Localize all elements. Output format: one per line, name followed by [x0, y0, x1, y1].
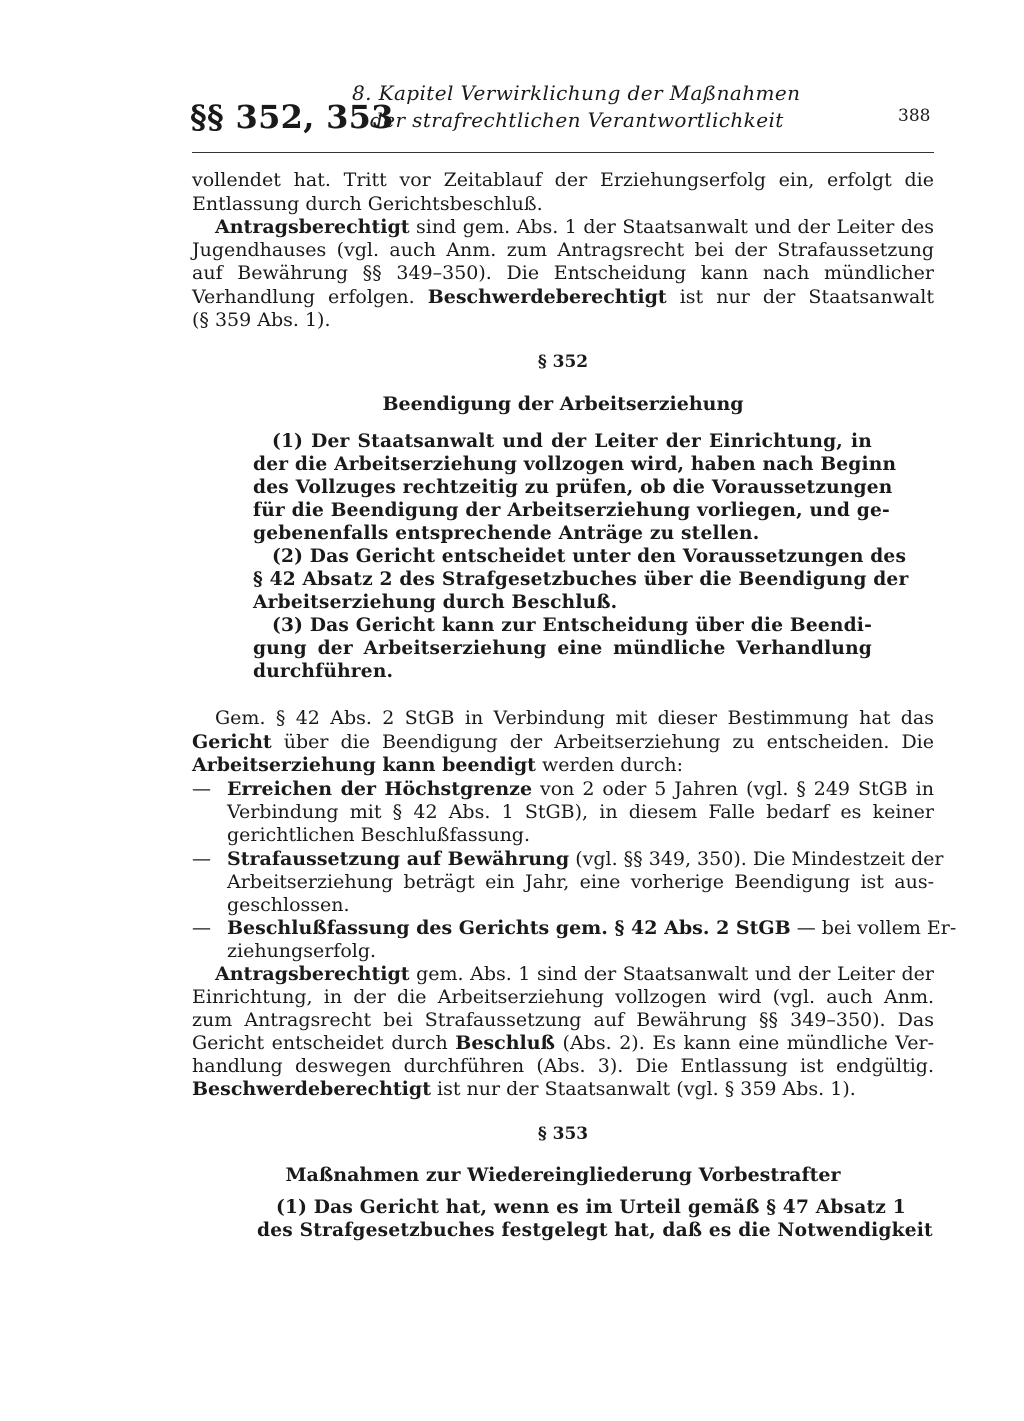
law-352-line: (1) Der Staatsanwalt und der Leiter der Einrichtung, in: [272, 431, 872, 452]
law-352-line: für die Beendigung der Arbeitserziehung vorliegen, und ge-: [253, 500, 890, 521]
bullet-dash: —: [192, 848, 211, 870]
law-352-line: (3) Das Gericht kann zur Entscheidung über die Beendi-: [272, 615, 872, 636]
section-352-title: Beendigung der Arbeitserziehung: [382, 393, 744, 415]
commentary-line: Arbeitserziehung kann beendigt werden durch:: [192, 754, 683, 776]
bullet-item-line: Beschlußfassung des Gerichts gem. § 42 Abs. 2 StGB — bei vollem Er-: [227, 917, 957, 939]
commentary-line: Einrichtung, in der die Arbeitserziehung vollzogen wird (vgl. auch Anm.: [192, 986, 934, 1008]
intro-line-1: vollendet hat. Tritt vor Zeitablauf der Erziehungserfolg ein, erfolgt die: [192, 169, 934, 191]
intro-line-4: Jugendhauses (vgl. auch Anm. zum Antragsrecht bei der Strafaussetzung: [192, 239, 934, 261]
section-353-number: § 353: [537, 1124, 589, 1144]
term-beschwerdeberechtigt: Beschwerdeberechtigt: [427, 286, 667, 308]
law-352-line: § 42 Absatz 2 des Strafgesetzbuches über die Beendigung der: [253, 569, 909, 590]
intro-line-5: auf Bewährung §§ 349–350). Die Entscheidung kann nach mündlicher: [192, 262, 934, 284]
bullet-item-line: ziehungserfolg.: [227, 940, 377, 962]
commentary-line: zum Antragsrecht bei Strafaussetzung auf Bewährung §§ 349–350). Das: [192, 1009, 934, 1031]
intro-line-6: Verhandlung erfolgen. Beschwerdeberechtigt ist nur der Staatsanwalt: [192, 286, 934, 308]
commentary-line: handlung deswegen durchführen (Abs. 3). Die Entlassung ist endgültig.: [192, 1055, 934, 1077]
bullet-item-line: Verbindung mit § 42 Abs. 1 StGB), in diesem Falle bedarf es keiner: [227, 801, 934, 823]
law-352-line: Arbeitserziehung durch Beschluß.: [253, 592, 618, 613]
law-352-line: durchführen.: [253, 661, 394, 682]
chapter-title-line-1: 8. Kapitel Verwirklichung der Maßnahmen: [352, 81, 801, 105]
commentary-line: Gem. § 42 Abs. 2 StGB in Verbindung mit dieser Bestimmung hat das: [215, 707, 934, 729]
term-antragsberechtigt: Antragsberechtigt: [215, 216, 410, 238]
commentary-line: Gericht entscheidet durch Beschluß (Abs. 2). Es kann eine mündliche Ver-: [192, 1032, 934, 1054]
commentary-line: Antragsberechtigt gem. Abs. 1 sind der Staatsanwalt und der Leiter der: [215, 963, 934, 985]
bullet-item-line: Erreichen der Höchstgrenze von 2 oder 5 Jahren (vgl. § 249 StGB in: [227, 778, 934, 800]
bullet-item-line: geschlossen.: [227, 894, 350, 916]
law-352-line: gung der Arbeitserziehung eine mündliche Verhandlung: [253, 638, 872, 659]
bullet-item-line: Strafaussetzung auf Bewährung (vgl. §§ 349, 350). Die Mindestzeit der: [227, 848, 944, 870]
commentary-line: Gericht über die Beendigung der Arbeitserziehung zu entscheiden. Die: [192, 731, 934, 753]
bullet-item-line: Arbeitserziehung beträgt ein Jahr, eine vorherige Beendigung ist aus-: [227, 871, 934, 893]
section-352-number: § 352: [537, 352, 589, 372]
law-352-line: gebenenfalls entsprechende Anträge zu stellen.: [253, 523, 760, 544]
bullet-item-line: gerichtlichen Beschlußfassung.: [227, 824, 531, 846]
bullet-dash: —: [192, 778, 211, 800]
law-353-line: des Strafgesetzbuches festgelegt hat, daß es die Notwendigkeit: [257, 1220, 933, 1241]
section-353-title: Maßnahmen zur Wiedereingliederung Vorbestrafter: [285, 1164, 841, 1186]
header-divider: [192, 152, 934, 153]
chapter-title-line-2: der strafrechtlichen Verantwortlichkeit: [370, 108, 784, 132]
law-352-line: der die Arbeitserziehung vollzogen wird, haben nach Beginn: [253, 454, 897, 475]
law-352-line: des Vollzuges rechtzeitig zu prüfen, ob die Voraussetzungen: [253, 477, 893, 498]
bullet-dash: —: [192, 917, 211, 939]
intro-line-3: Antragsberechtigt sind gem. Abs. 1 der Staatsanwalt und der Leiter des: [215, 216, 934, 238]
law-352-line: (2) Das Gericht entscheidet unter den Voraussetzungen des: [272, 546, 907, 567]
law-353-line: (1) Das Gericht hat, wenn es im Urteil gemäß § 47 Absatz 1: [276, 1197, 906, 1218]
header-section-range: §§ 352, 353: [190, 98, 394, 136]
commentary-line: Beschwerdeberechtigt ist nur der Staatsanwalt (vgl. § 359 Abs. 1).: [192, 1078, 856, 1100]
page-number: 388: [898, 106, 931, 126]
intro-line-7: (§ 359 Abs. 1).: [192, 309, 331, 331]
header-chapter-title: [352, 80, 800, 134]
intro-line-2: Entlassung durch Gerichtsbeschluß.: [192, 193, 543, 215]
